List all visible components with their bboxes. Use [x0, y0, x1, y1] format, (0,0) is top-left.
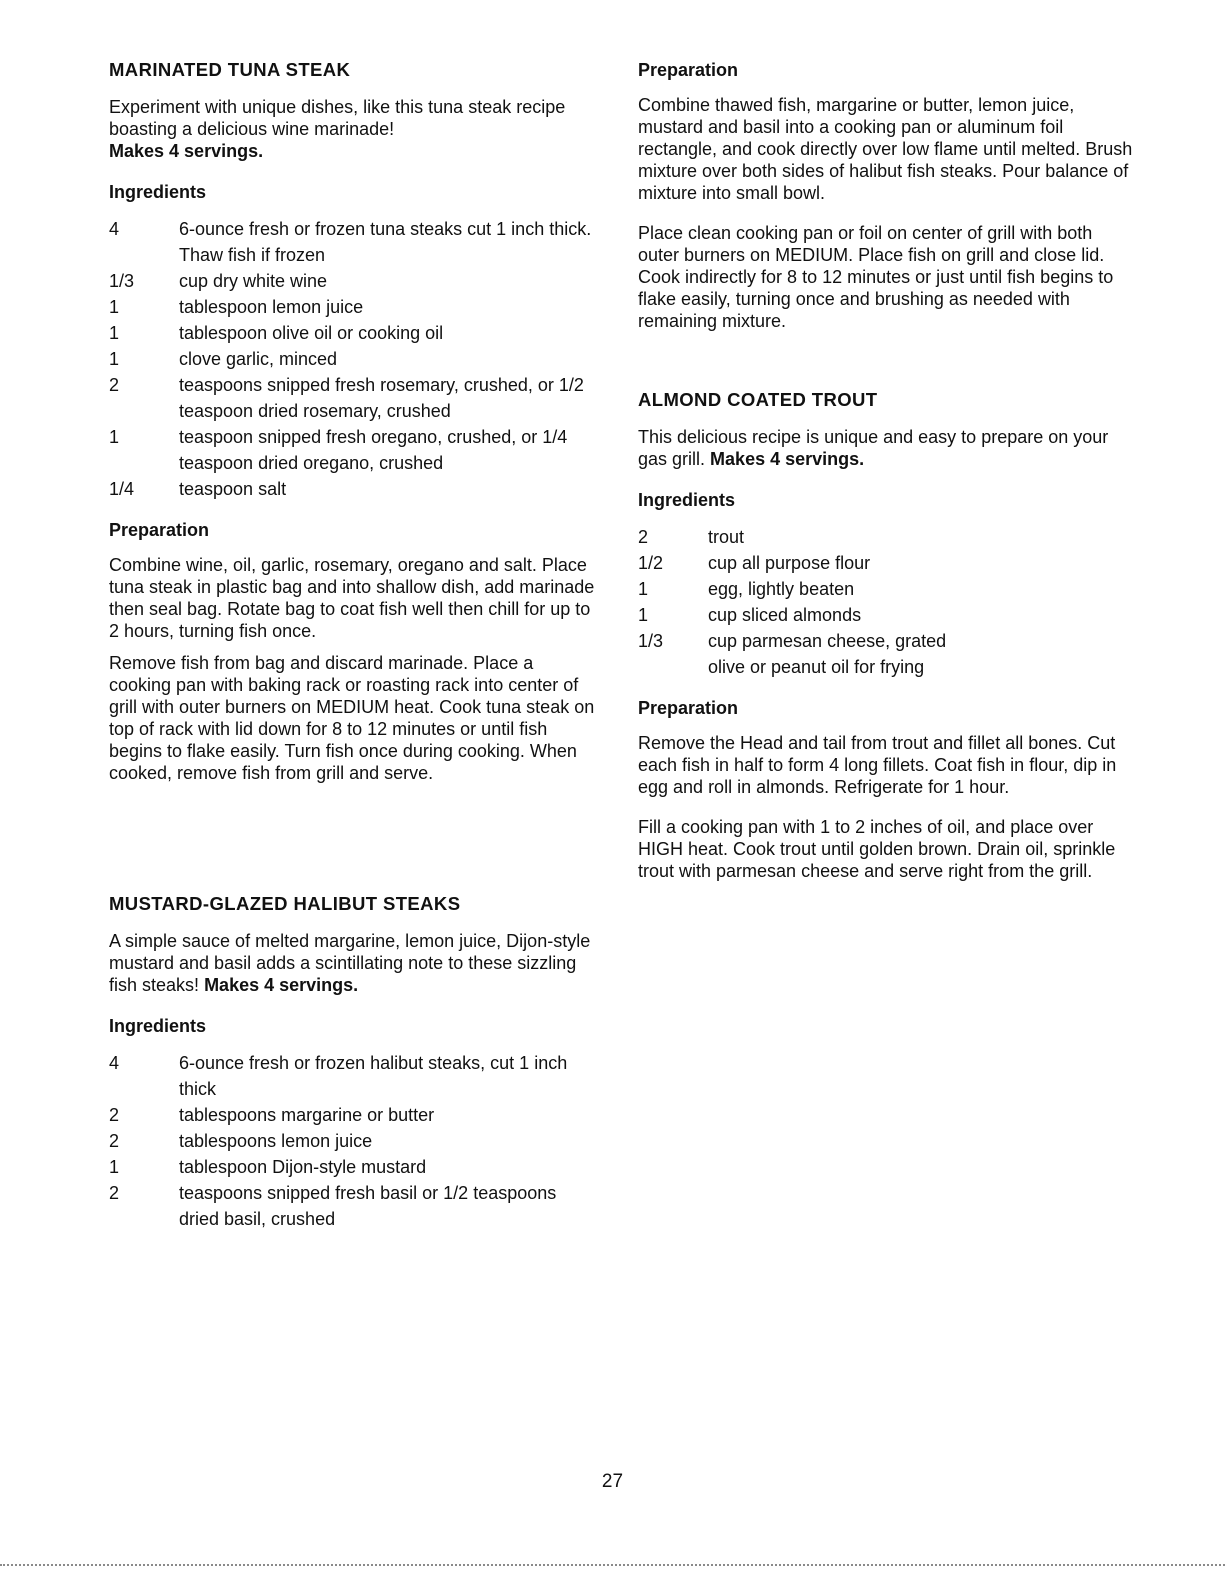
recipe-title: MARINATED TUNA STEAK — [109, 59, 351, 80]
ingredient-qty: 2 — [109, 1131, 120, 1151]
ingredient-row — [109, 1050, 599, 1102]
ingredient-qty — [638, 654, 708, 680]
ingredient-qty: 4 — [109, 219, 120, 239]
recipe-marinated-tuna-steak — [109, 58, 599, 784]
ingredient-list — [109, 1050, 599, 1232]
preparation-paragraph: Place clean cooking pan or foil on center of grill with both outer burners on MEDIUM. Place fish on grill and close lid. Cook indirectly for 8 to 12 minutes or just until fish begins to flake easily, turning once and brushing as needed with remaining mixture. — [638, 223, 1114, 331]
ingredient-row — [638, 628, 1138, 654]
ingredient-desc: tablespoon lemon juice — [179, 297, 364, 317]
ingredient-row — [638, 654, 1138, 680]
ingredient-qty: 1/3 — [109, 271, 135, 291]
section-gap — [109, 802, 599, 892]
ingredients-heading: Ingredients — [109, 182, 207, 202]
ingredient-qty: 4 — [109, 1053, 120, 1073]
recipe-title: ALMOND COATED TROUT — [638, 389, 878, 410]
preparation-paragraph: Remove the Head and tail from trout and fillet all bones. Cut each fish in half to form 4 long fillets. Coat fish in flour, dip in egg and roll in almonds. Refrigerate for 1 hour. — [638, 733, 1117, 797]
ingredient-desc: cup sliced almonds — [708, 605, 862, 625]
ingredients-heading: Ingredients — [109, 1016, 207, 1036]
left-column — [109, 58, 599, 1248]
ingredient-qty: 1 — [109, 1157, 120, 1177]
preparation-heading: Preparation — [638, 698, 739, 718]
preparation-heading: Preparation — [638, 60, 739, 80]
ingredient-row — [109, 346, 599, 372]
ingredient-desc: cup all purpose flour — [708, 553, 871, 573]
recipe-almond-coated-trout — [638, 388, 1138, 882]
preparation-paragraph: Combine wine, oil, garlic, rosemary, oregano and salt. Place tuna steak in plastic bag and into shallow dish, add marinade then seal bag. Rotate bag to coat fish well then chill for up to 2 hours, turning fish once. — [109, 555, 595, 641]
page-number: 27 — [601, 1471, 624, 1492]
preparation-paragraph: Fill a cooking pan with 1 to 2 inches of oil, and place over HIGH heat. Cook trout until golden brown. Drain oil, sprinkle trout with parmesan cheese and serve right from the grill. — [638, 817, 1116, 881]
halibut-preparation-continued — [638, 58, 1138, 332]
ingredient-desc: tablespoon Dijon-style mustard — [179, 1157, 427, 1177]
ingredient-row — [109, 1154, 599, 1180]
ingredient-row — [109, 372, 599, 424]
recipe-intro — [109, 96, 599, 162]
ingredient-desc: cup parmesan cheese, grated — [708, 631, 947, 651]
ingredient-row — [638, 576, 1138, 602]
ingredient-row — [109, 476, 599, 502]
section-gap — [638, 350, 1138, 388]
ingredient-desc: teaspoons snipped fresh basil or 1/2 teaspoons dried basil, crushed — [179, 1183, 557, 1229]
recipe-mustard-glazed-halibut — [109, 892, 599, 1232]
ingredient-desc: trout — [708, 527, 745, 547]
recipe-servings: Makes 4 servings. — [710, 449, 865, 469]
ingredient-qty: 1 — [638, 605, 649, 625]
preparation-paragraph: Remove fish from bag and discard marinade. Place a cooking pan with baking rack or roasting rack into center of grill with outer burners on MEDIUM heat. Cook tuna steak on top of rack with lid down for 8 to 12 minutes or until fish begins to flake easily. Turn fish once during cooking. When cooked, remove fish from grill and serve. — [109, 653, 595, 783]
bottom-divider — [0, 1564, 1225, 1566]
ingredient-desc: tablespoons lemon juice — [179, 1131, 373, 1151]
preparation-heading: Preparation — [109, 520, 210, 540]
ingredient-qty: 1/4 — [109, 479, 135, 499]
preparation-paragraph: Combine thawed fish, margarine or butter, lemon juice, mustard and basil into a cooking pan or aluminum foil rectangle, and cook directly over low flame until melted. Brush mixture over both sides of halibut fish steaks. Pour balance of mixture into small bowl. — [638, 95, 1133, 203]
right-column — [638, 58, 1138, 900]
ingredient-row — [638, 524, 1138, 550]
ingredient-desc: olive or peanut oil for frying — [708, 657, 925, 677]
ingredient-desc: 6-ounce fresh or frozen tuna steaks cut 1 inch thick. Thaw fish if frozen — [179, 219, 592, 265]
ingredient-row — [109, 320, 599, 346]
ingredient-desc: clove garlic, minced — [179, 349, 338, 369]
recipe-servings: Makes 4 servings. — [204, 975, 359, 995]
recipe-intro-text: This delicious recipe is unique and easy to prepare on your gas grill. — [638, 427, 1109, 469]
ingredient-qty: 1 — [109, 323, 120, 343]
ingredient-desc: tablespoons margarine or butter — [179, 1105, 435, 1125]
recipe-intro-text: Experiment with unique dishes, like this tuna steak recipe boasting a delicious wine marinade! — [109, 97, 566, 139]
ingredient-desc: tablespoon olive oil or cooking oil — [179, 323, 444, 343]
ingredient-qty: 2 — [109, 1105, 120, 1125]
ingredient-qty: 2 — [638, 527, 649, 547]
recipe-intro — [109, 930, 599, 996]
ingredient-qty: 1 — [109, 349, 120, 369]
ingredient-qty: 1 — [109, 297, 120, 317]
ingredient-qty: 1 — [638, 579, 649, 599]
ingredient-list — [109, 216, 599, 502]
ingredient-desc: teaspoon snipped fresh oregano, crushed, or 1/4 teaspoon dried oregano, crushed — [179, 427, 568, 473]
ingredient-row — [638, 602, 1138, 628]
ingredient-qty: 1/3 — [638, 631, 664, 651]
recipe-intro — [638, 426, 1138, 470]
ingredient-desc: teaspoons snipped fresh rosemary, crushed, or 1/2 teaspoon dried rosemary, crushed — [179, 375, 584, 421]
ingredient-qty: 2 — [109, 1183, 120, 1203]
ingredient-desc: egg, lightly beaten — [708, 579, 855, 599]
ingredient-row — [109, 1128, 599, 1154]
recipe-title: MUSTARD-GLAZED HALIBUT STEAKS — [109, 893, 461, 914]
ingredient-row — [109, 1102, 599, 1128]
ingredient-list — [638, 524, 1138, 680]
ingredient-row — [109, 1180, 599, 1232]
ingredient-desc: teaspoon salt — [179, 479, 287, 499]
ingredient-row — [638, 550, 1138, 576]
ingredient-row — [109, 216, 599, 268]
ingredients-heading: Ingredients — [638, 490, 736, 510]
ingredient-qty: 2 — [109, 375, 120, 395]
ingredient-desc: cup dry white wine — [179, 271, 328, 291]
recipe-servings: Makes 4 servings. — [109, 141, 264, 161]
ingredient-qty: 1 — [109, 427, 120, 447]
ingredient-row — [109, 424, 599, 476]
recipe-intro-text: A simple sauce of melted margarine, lemon juice, Dijon-style mustard and basil adds a scintillating note to these sizzling fish steaks! — [109, 931, 591, 995]
ingredient-row — [109, 294, 599, 320]
ingredient-row — [109, 268, 599, 294]
ingredient-qty: 1/2 — [638, 553, 664, 573]
ingredient-desc: 6-ounce fresh or frozen halibut steaks, cut 1 inch thick — [179, 1053, 568, 1099]
